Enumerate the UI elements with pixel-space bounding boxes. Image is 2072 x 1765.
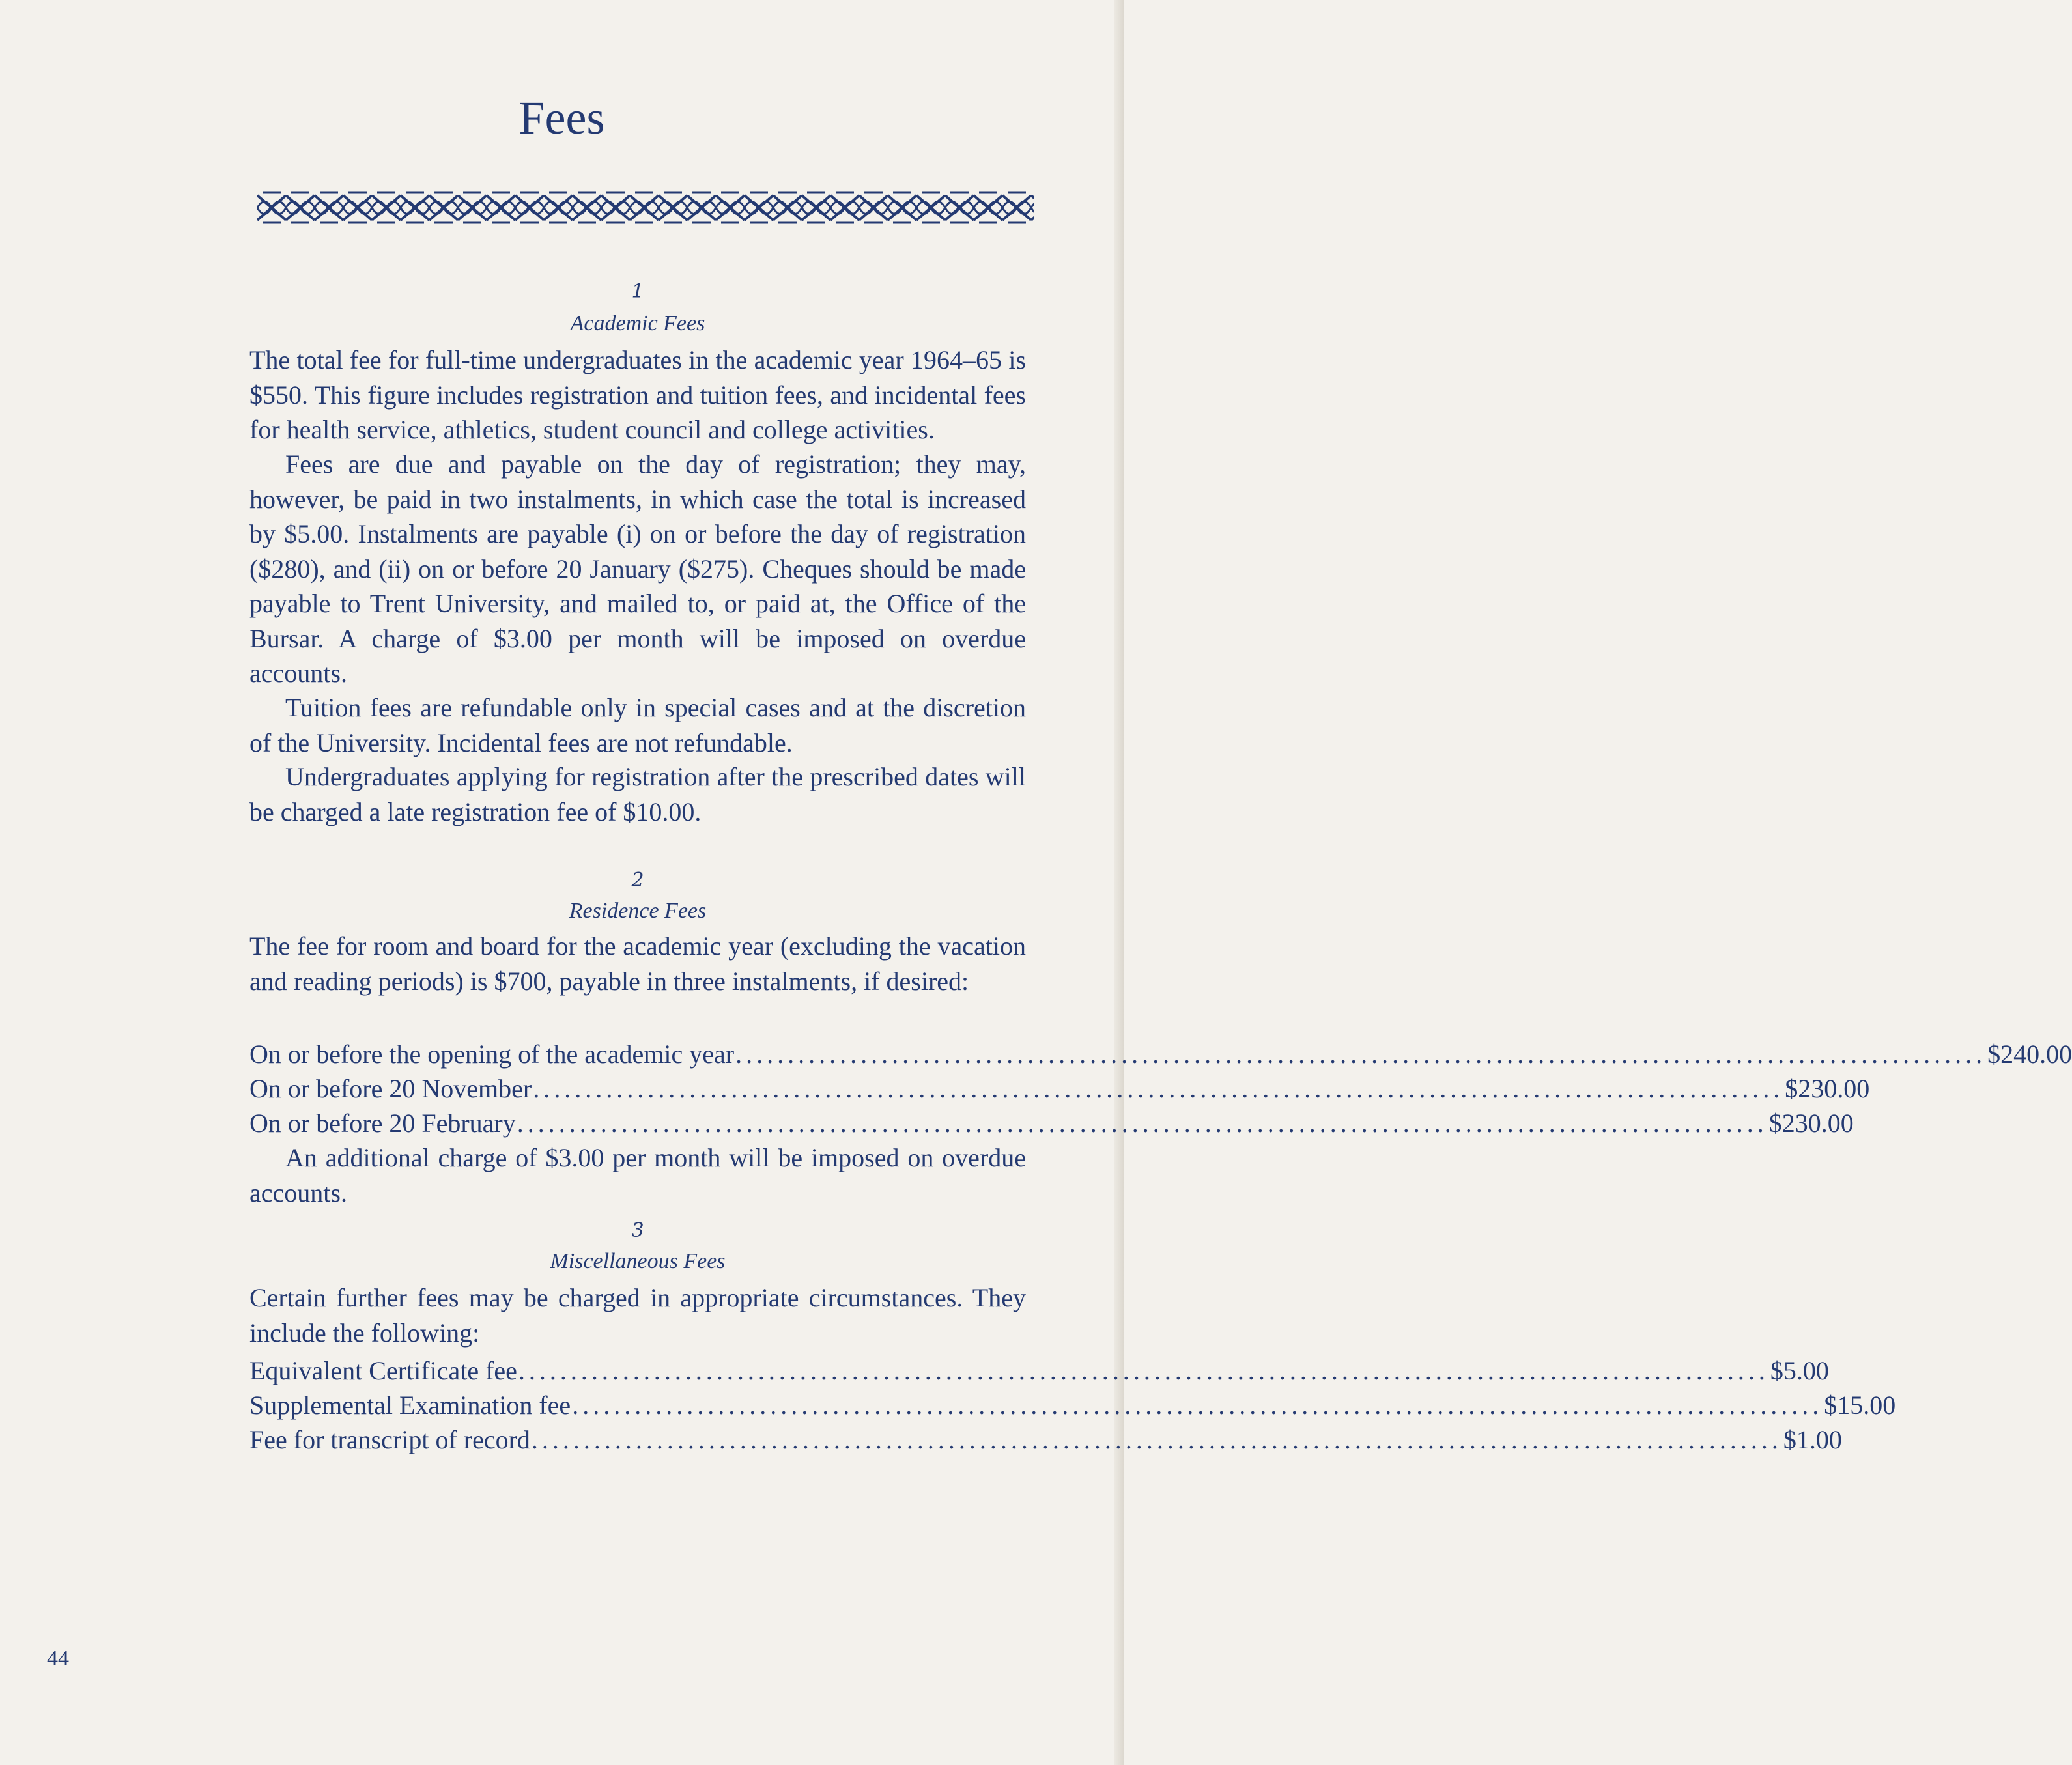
dot-leader: ........................................................................................................................: [735, 1039, 1987, 1069]
fee-label: On or before 20 February: [249, 1108, 516, 1138]
fee-label: Supplemental Examination fee: [249, 1391, 571, 1420]
page-title: Fees: [518, 92, 605, 144]
fee-label: Fee for transcript of record: [249, 1425, 530, 1454]
miscellaneous-fee-row: [249, 1422, 1842, 1457]
fee-amount: $1.00: [1783, 1425, 1842, 1454]
fee-label: On or before the opening of the academic year: [249, 1039, 735, 1069]
fee-amount: $230.00: [1768, 1108, 1854, 1138]
fee-amount: $5.00: [1770, 1356, 1829, 1385]
section-number-3: 3: [631, 1219, 644, 1242]
page-edge: [1114, 0, 1124, 1765]
academic-fees-paragraph-4: Undergraduates applying for registration after the prescribed dates will be charged a late registration fee of $10.00.: [249, 762, 1026, 826]
border-ornament-icon: [257, 190, 1034, 225]
miscellaneous-fees-intro: Certain further fees may be charged in appropriate circumstances. They include the following:: [249, 1283, 1026, 1348]
dot-leader: ........................................................................................................................: [517, 1108, 1768, 1138]
section-heading-miscellaneous-fees: Miscellaneous Fees: [550, 1249, 726, 1273]
fee-amount: $240.00: [1987, 1039, 2072, 1069]
miscellaneous-fee-row: [249, 1353, 1829, 1388]
academic-fees-paragraph-1: The total fee for full-time undergraduates in the academic year 1964–65 is $550. This figure includes registration and tuition fees, and incidental fees for health service, athletics, student council and college activities.: [249, 345, 1026, 444]
dot-leader: ........................................................................................................................: [531, 1425, 1782, 1454]
section-heading-academic-fees: Academic Fees: [570, 311, 705, 335]
academic-fees-paragraph-3: Tuition fees are refundable only in special cases and at the discretion of the University. Incidental fees are not refundable.: [249, 693, 1026, 757]
section-heading-residence-fees: Residence Fees: [569, 899, 707, 923]
page-number: 44: [47, 1646, 69, 1671]
residence-fee-row: [249, 1071, 1870, 1106]
section-number-2: 2: [631, 869, 644, 892]
fee-label: On or before 20 November: [249, 1074, 532, 1103]
dot-leader: ........................................................................................................................: [572, 1391, 1823, 1420]
dot-leader: ........................................................................................................................: [518, 1356, 1769, 1385]
residence-fees-intro: The fee for room and board for the academic year (excluding the vacation and reading periods) is $700, payable in three instalments, if desired:: [249, 931, 1026, 996]
academic-fees-paragraph-2: Fees are due and payable on the day of registration; they may, however, be paid in two instalments, in which case the total is increased by $5.00. Instalments are payable (i) on or before the day of registration ($280), and (ii) on or before 20 January ($275). Cheques should be made payable to Trent University, and mailed to, or paid at, the Office of the Bursar. A charge of $3.00 per month will be imposed on overdue accounts.: [249, 449, 1026, 688]
dot-leader: ........................................................................................................................: [533, 1074, 1784, 1103]
fee-amount: $15.00: [1824, 1391, 1896, 1420]
fee-amount: $230.00: [1785, 1074, 1870, 1103]
residence-fee-row: [249, 1037, 2072, 1071]
fee-label: Equivalent Certificate fee: [249, 1356, 517, 1385]
section-number-1: 1: [631, 280, 644, 303]
residence-fee-row: [249, 1106, 1854, 1140]
miscellaneous-fee-row: [249, 1388, 1896, 1422]
residence-fees-note: An additional charge of $3.00 per month will be imposed on overdue accounts.: [249, 1143, 1026, 1207]
